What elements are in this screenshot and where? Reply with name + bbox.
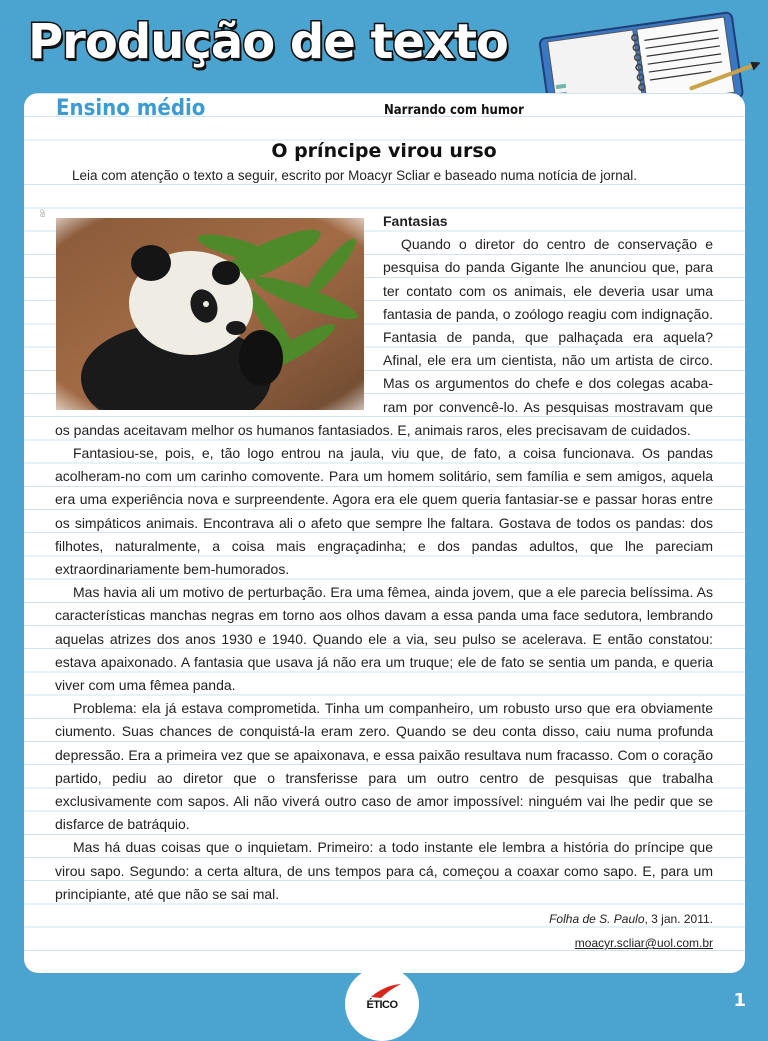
photo-credit: BP bbox=[41, 208, 47, 217]
story-section-heading: Fantasias bbox=[383, 213, 448, 229]
document-title: O príncipe virou urso bbox=[271, 140, 497, 162]
photo-float-spacer bbox=[55, 210, 383, 417]
story-paragraph: Mas há duas coisas que o inquietam. Primeiro: a todo instante ele lembra a história do príncipe que virou sapo. Segundo: a certa altura, de uns tempos para cá, começou a coaxar como sapo. E, para um principiante, até que não se sai mal. bbox=[55, 839, 713, 902]
story-body bbox=[55, 210, 713, 906]
page-number: 1 bbox=[733, 990, 746, 1011]
author-email-link[interactable]: moacyr.scliar@uol.com.br bbox=[574, 936, 713, 950]
publisher-logo-text: ÉTICO bbox=[366, 999, 398, 1011]
story-paragraph: Problema: ela já estava comprometida. Tinha um companheiro, um robusto urso que era obviamente ciumento. Suas chances de conquistá-la eram zero. Quando se deu conta disso, caiu numa profunda depressão. Era a primeira vez que se apaixonava, e essa paixão resultava num fracasso. Com o coração partido, pediu ao diretor que o transferisse para um outro centro de pesquisas que trabalha exclusivamente com sapos. Ali não viverá outro caso de amor impossível: ninguém vai lhe pedir que se disfarce de batráquio. bbox=[55, 700, 713, 833]
intro-text: Leia com atenção o texto a seguir, escrito por Moacyr Scliar e baseado numa notícia de jornal. bbox=[72, 168, 638, 183]
publisher-logo-badge bbox=[345, 967, 419, 1041]
subject-label: Narrando com humor bbox=[384, 103, 524, 118]
source-publication: Folha de S. Paulo bbox=[549, 912, 645, 926]
story-paragraph: Quando o diretor do centro de conservação e pesquisa do panda Gigante lhe anunciou que, para ter contato com os animais, ele deveria usar uma fantasia de panda, o zoólogo reagiu com indignação. Fantasia de panda, que palhaçada era aquela? Afinal, ele era um cientista, não um artista de circo. Mas os argumentos do chefe e dos colegas acabaram por convencê-lo. As pesquisas mostravam que os pandas aceitavam melhor os humanos fantasiados. E, animais raros, eles precisavam de cuidados. bbox=[55, 236, 713, 438]
story-paragraph: Mas havia ali um motivo de perturbação. Era uma fêmea, ainda jovem, que a ele parecia belíssima. As características manchas negras em torno aos olhos davam a essa panda uma face sedutora, lembrando aquelas atrizes dos anos 1930 e 1940. Quando ele a via, seu pulso se acelerava. E então constatou: estava apaixonado. A fantasia que usava já não era um truque; ele de fato se sentia um panda, e queria viver com uma fêmea panda. bbox=[55, 584, 713, 694]
page-header-title: Produção de texto bbox=[28, 14, 508, 70]
story-paragraph: Fantasiou-se, pois, e, tão logo entrou na jaula, viu que, de fato, a coisa funcionava. Os pandas acolheram-no com um carinho comovente. Para um homem solitário, sem família e sem amigos, aquela era uma experiência nova e surpreendente. Agora era ele quem queria fantasiar-se e passar horas entre os simpáticos animais. Encontrava ali o afeto que sempre lhe faltara. Gostava de todos os pandas: dos filhotes, naturalmente, a coisa mais engraçadinha; e dos pandas adultos, que lhe pareciam extraordinariamente bem-humorados. bbox=[55, 445, 713, 578]
source-citation bbox=[549, 912, 713, 926]
education-level-label: Ensino médio bbox=[56, 96, 206, 121]
source-date: , 3 jan. 2011. bbox=[644, 912, 713, 926]
